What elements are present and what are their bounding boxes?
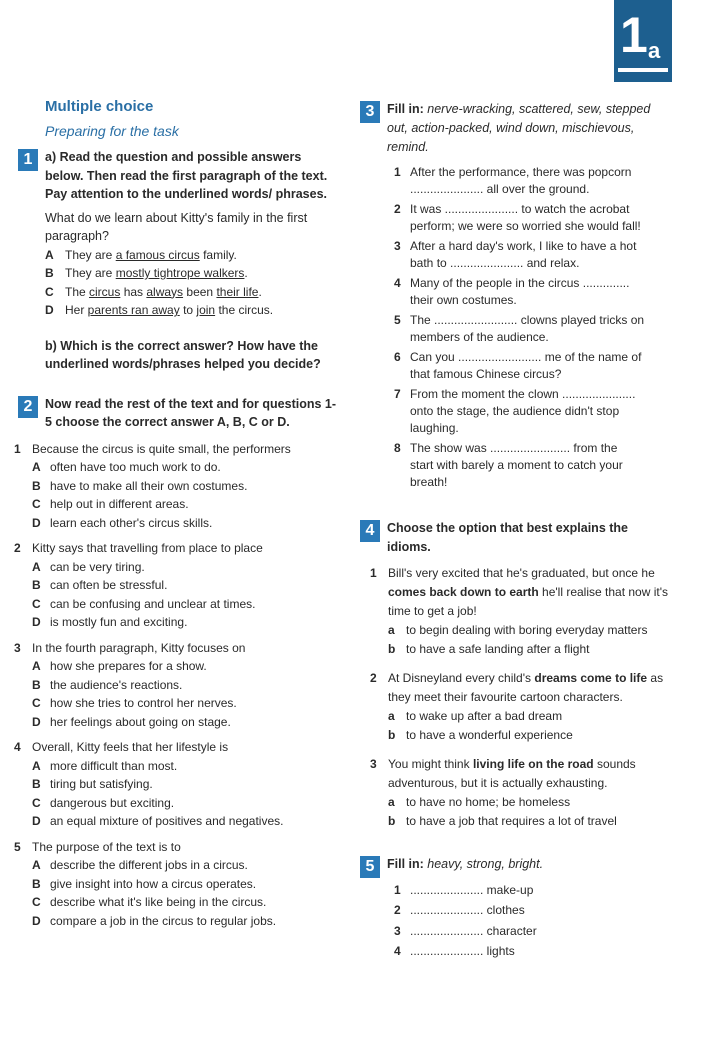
item-number: 8 <box>394 441 401 455</box>
option-text: help out in different areas. <box>50 497 189 511</box>
option-key: B <box>45 266 54 280</box>
task-5-words: heavy, strong, bright. <box>427 857 544 871</box>
option-row <box>18 283 338 302</box>
item-number: 3 <box>394 923 401 938</box>
item-text: he'll realise that now it's time to get a job! <box>388 585 669 618</box>
task-5-label: Fill in: <box>387 857 428 871</box>
section-subtitle: Preparing for the task <box>45 123 179 139</box>
answer-option <box>10 477 338 496</box>
task-3-instruction <box>360 100 672 157</box>
question-text: Overall, Kitty feels that her lifestyle is <box>32 740 229 754</box>
item-line: Can you ......................... me of the name of <box>410 350 642 364</box>
option-text: her feelings about going on stage. <box>50 714 231 729</box>
answer-option <box>10 676 338 695</box>
option-key: A <box>32 460 41 474</box>
task-2-instruction-text: Now read the rest of the text and for questions 1-5 choose the correct answer A, B, C or D. <box>45 396 337 429</box>
item-number: 3 <box>370 757 377 771</box>
idiom-option <box>360 707 672 726</box>
option-key: b <box>388 814 396 828</box>
option-text: family. <box>199 247 237 262</box>
task-4-items <box>360 564 672 831</box>
fill-in-item <box>360 312 672 346</box>
item-line: bath to ...................... and relax. <box>410 256 580 270</box>
option-row <box>18 246 338 265</box>
underlined-phrase: parents ran away <box>87 303 180 317</box>
option-key: A <box>45 247 54 262</box>
answer-option <box>10 694 338 713</box>
answer-option <box>10 613 338 632</box>
option-key: b <box>388 642 396 656</box>
option-text: has <box>120 284 147 299</box>
answer-option <box>10 856 338 875</box>
idiom-option <box>360 793 672 812</box>
answer-option <box>10 558 338 577</box>
option-text: the audience's reactions. <box>50 677 183 692</box>
option-key: B <box>32 478 41 493</box>
option-text: an equal mixture of positives and negatives. <box>50 814 284 828</box>
option-text: can be confusing and unclear at times. <box>50 596 256 611</box>
idiom-item <box>360 564 672 621</box>
option-key: C <box>32 497 41 511</box>
answer-option <box>10 875 338 894</box>
task-3-words: nerve-wracking, scattered, sew, stepped out, action-packed, wind down, mischievous, remind. <box>387 102 651 154</box>
option-text: tiring but satisfying. <box>50 777 153 791</box>
option-text: can often be stressful. <box>50 578 168 592</box>
question-text: Kitty says that travelling from place to place <box>32 541 263 555</box>
task-3-label: Fill in: <box>387 102 428 116</box>
option-text: Her <box>65 303 88 317</box>
task-number-1: 1 <box>18 149 38 171</box>
task-1-instruction-a <box>18 148 338 204</box>
option-key: A <box>32 858 41 872</box>
item-number: 1 <box>370 566 377 580</box>
answer-option <box>10 757 338 776</box>
task-number-3: 3 <box>360 101 380 123</box>
option-text: describe what it's like being in the circus. <box>50 895 267 909</box>
fill-in-item <box>360 201 672 235</box>
option-key: A <box>32 659 41 673</box>
option-key: B <box>32 677 41 692</box>
idiom-item <box>360 755 672 793</box>
task-2-instruction <box>18 395 338 432</box>
item-text: ...................... character <box>410 923 537 938</box>
item-line: onto the stage, the audience didn't stop <box>410 404 620 418</box>
item-line: After a hard day's work, I like to have a hot <box>410 239 637 253</box>
fill-in-item <box>360 238 672 272</box>
item-text: At Disneyland every child's <box>388 671 535 685</box>
item-line: ...................... all over the ground. <box>410 182 590 196</box>
answer-option <box>10 912 338 931</box>
option-text: often have too much work to do. <box>50 460 221 474</box>
option-key: D <box>32 814 41 828</box>
item-line: From the moment the clown ...................... <box>410 387 636 401</box>
option-text: to <box>179 303 197 317</box>
option-text: have to make all their own costumes. <box>50 478 248 493</box>
answer-option <box>10 893 338 912</box>
item-number: 6 <box>394 350 401 364</box>
fill-in-item <box>360 164 672 198</box>
question <box>10 838 338 857</box>
question-text: Because the circus is quite small, the performers <box>32 441 291 456</box>
item-line: perform; we were so worried she would fall! <box>410 219 641 233</box>
option-text: been <box>183 284 217 299</box>
item-line: start with barely a moment to catch your <box>410 458 623 472</box>
task-4-instruction <box>360 519 672 556</box>
option-key: C <box>32 596 41 611</box>
answer-option <box>10 495 338 514</box>
item-text: You might think <box>388 757 473 771</box>
option-key: D <box>45 303 54 317</box>
option-text: to have a safe landing after a flight <box>406 642 590 656</box>
item-number: 4 <box>394 944 401 958</box>
task-1-question: What do we learn about Kitty's family in the first paragraph? <box>45 210 308 243</box>
item-line: members of the audience. <box>410 330 549 344</box>
idiom-option <box>360 812 672 831</box>
task-2-questions <box>10 440 338 931</box>
fill-in-item <box>360 275 672 309</box>
answer-option <box>10 657 338 676</box>
answer-option <box>10 812 338 831</box>
task-1-instruction-a-text: a) Read the question and possible answers below. Then read the first paragraph of the text. Pay attention to the underlined words/ phrases. <box>45 150 328 201</box>
item-number: 1 <box>394 165 401 179</box>
underlined-phrase: their life <box>216 284 259 299</box>
option-key: a <box>388 623 395 637</box>
question <box>10 738 338 757</box>
option-text: to wake up after a bad dream <box>406 709 563 723</box>
option-row <box>18 264 338 283</box>
question-number: 1 <box>14 441 21 456</box>
item-number: 2 <box>394 202 401 216</box>
item-number: 4 <box>394 276 401 290</box>
unit-number: 1 <box>620 7 648 63</box>
idiom-option <box>360 621 672 640</box>
option-key: D <box>32 714 41 729</box>
option-key: A <box>32 559 41 574</box>
right-column <box>360 100 672 962</box>
task-4-instruction-text: Choose the option that best explains the idioms. <box>387 521 628 554</box>
idiom-item <box>360 669 672 707</box>
underlined-phrase: mostly tightrope walkers <box>115 266 245 280</box>
option-text: describe the different jobs in a circus. <box>50 858 248 872</box>
option-text: to have a job that requires a lot of travel <box>406 814 617 828</box>
fill-in-item <box>360 349 672 383</box>
option-text: dangerous but exciting. <box>50 795 175 810</box>
fill-in-item <box>360 880 672 901</box>
task-1-options <box>18 246 338 320</box>
item-number: 1 <box>394 882 401 897</box>
option-text: They are <box>65 266 116 280</box>
option-key: C <box>32 696 41 710</box>
option-text: . <box>258 284 262 299</box>
idiom-phrase: living life on the road <box>472 757 594 771</box>
item-line: breath! <box>410 475 448 489</box>
option-key: b <box>388 728 396 742</box>
question <box>10 539 338 558</box>
option-text: give insight into how a circus operates. <box>50 876 257 891</box>
option-text: They are <box>65 247 116 262</box>
idiom-option <box>360 726 672 745</box>
option-text: to have no home; be homeless <box>406 795 571 809</box>
question-number: 2 <box>14 541 21 555</box>
option-text: to have a wonderful experience <box>406 728 573 742</box>
fill-in-item <box>360 386 672 437</box>
option-key: B <box>32 578 41 592</box>
unit-letter: a <box>648 38 661 63</box>
option-key: a <box>388 709 395 723</box>
underlined-phrase: circus <box>89 284 121 299</box>
item-number: 3 <box>394 239 401 253</box>
option-text: compare a job in the circus to regular jobs. <box>50 913 277 928</box>
task-1-instruction-b-text: b) Which is the correct answer? How have the underlined words/phrases helped you decide? <box>45 338 321 371</box>
left-column <box>14 98 338 930</box>
task-1-instruction-b <box>18 337 338 374</box>
option-key: A <box>32 758 41 773</box>
fill-in-item <box>360 900 672 921</box>
section-title: Multiple choice <box>45 98 154 115</box>
answer-option <box>10 458 338 477</box>
answer-option <box>10 595 338 614</box>
item-text: as they meet their favourite cartoon characters. <box>388 671 664 704</box>
idiom-phrase: comes back down to earth <box>388 585 539 599</box>
option-text: how she prepares for a show. <box>50 659 207 673</box>
item-line: that famous Chinese circus? <box>410 367 562 381</box>
answer-option <box>10 775 338 794</box>
answer-option <box>10 794 338 813</box>
item-line: The ......................... clowns played tricks on <box>410 313 645 327</box>
fill-in-item <box>360 941 672 962</box>
item-number: 7 <box>394 387 401 401</box>
underlined-phrase: always <box>146 284 184 299</box>
option-key: D <box>32 913 41 928</box>
answer-option <box>10 576 338 595</box>
item-text: ...................... lights <box>410 944 515 958</box>
option-text: learn each other's circus skills. <box>50 515 213 530</box>
underlined-phrase: a famous circus <box>115 247 200 262</box>
question-text: The purpose of the text is to <box>32 839 181 854</box>
option-text: the circus. <box>215 303 274 317</box>
option-key: a <box>388 795 395 809</box>
task-5-items <box>360 880 672 962</box>
task-number-5: 5 <box>360 856 380 878</box>
item-line: After the performance, there was popcorn <box>410 165 632 179</box>
option-key: C <box>45 284 54 299</box>
idiom-phrase: dreams come to life <box>534 671 648 685</box>
option-text: . <box>244 266 248 280</box>
question <box>10 639 338 658</box>
unit-badge <box>614 0 672 82</box>
fill-in-item <box>360 440 672 491</box>
item-line: The show was ........................ from the <box>410 441 618 455</box>
badge-underline <box>618 68 668 72</box>
item-line: Many of the people in the circus .............. <box>410 276 630 290</box>
option-text: can be very tiring. <box>50 559 145 574</box>
item-text: Bill's very excited that he's graduated, but once he <box>388 566 655 580</box>
item-line: their own costumes. <box>410 293 517 307</box>
task-number-2: 2 <box>18 396 38 418</box>
item-text: ...................... make-up <box>410 882 534 897</box>
task-number-4: 4 <box>360 520 380 542</box>
option-key: B <box>32 876 41 891</box>
item-line: It was ...................... to watch the acrobat <box>410 202 630 216</box>
question-number: 3 <box>14 640 21 655</box>
task-5-instruction <box>360 855 672 874</box>
option-key: D <box>32 515 41 530</box>
item-text: ...................... clothes <box>410 903 525 917</box>
fill-in-item <box>360 921 672 942</box>
underlined-phrase: join <box>196 303 216 317</box>
item-number: 2 <box>370 671 377 685</box>
item-line: laughing. <box>410 421 459 435</box>
question-number: 4 <box>14 740 21 754</box>
option-key: B <box>32 777 41 791</box>
option-key: C <box>32 895 41 909</box>
option-row <box>18 301 338 320</box>
question <box>10 440 338 459</box>
option-key: D <box>32 615 41 629</box>
idiom-option <box>360 640 672 659</box>
option-key: C <box>32 795 41 810</box>
item-number: 2 <box>394 903 401 917</box>
option-text: is mostly fun and exciting. <box>50 615 188 629</box>
answer-option <box>10 514 338 533</box>
option-text: more difficult than most. <box>50 758 178 773</box>
option-text: to begin dealing with boring everyday matters <box>406 623 648 637</box>
item-text: sounds adventurous, but it is actually exhausting. <box>388 757 636 790</box>
item-number: 5 <box>394 313 401 327</box>
question-text: In the fourth paragraph, Kitty focuses on <box>32 640 246 655</box>
question-number: 5 <box>14 839 21 854</box>
task-3-items <box>360 164 672 491</box>
option-text: how she tries to control her nerves. <box>50 696 237 710</box>
answer-option <box>10 713 338 732</box>
option-text: The <box>65 284 90 299</box>
